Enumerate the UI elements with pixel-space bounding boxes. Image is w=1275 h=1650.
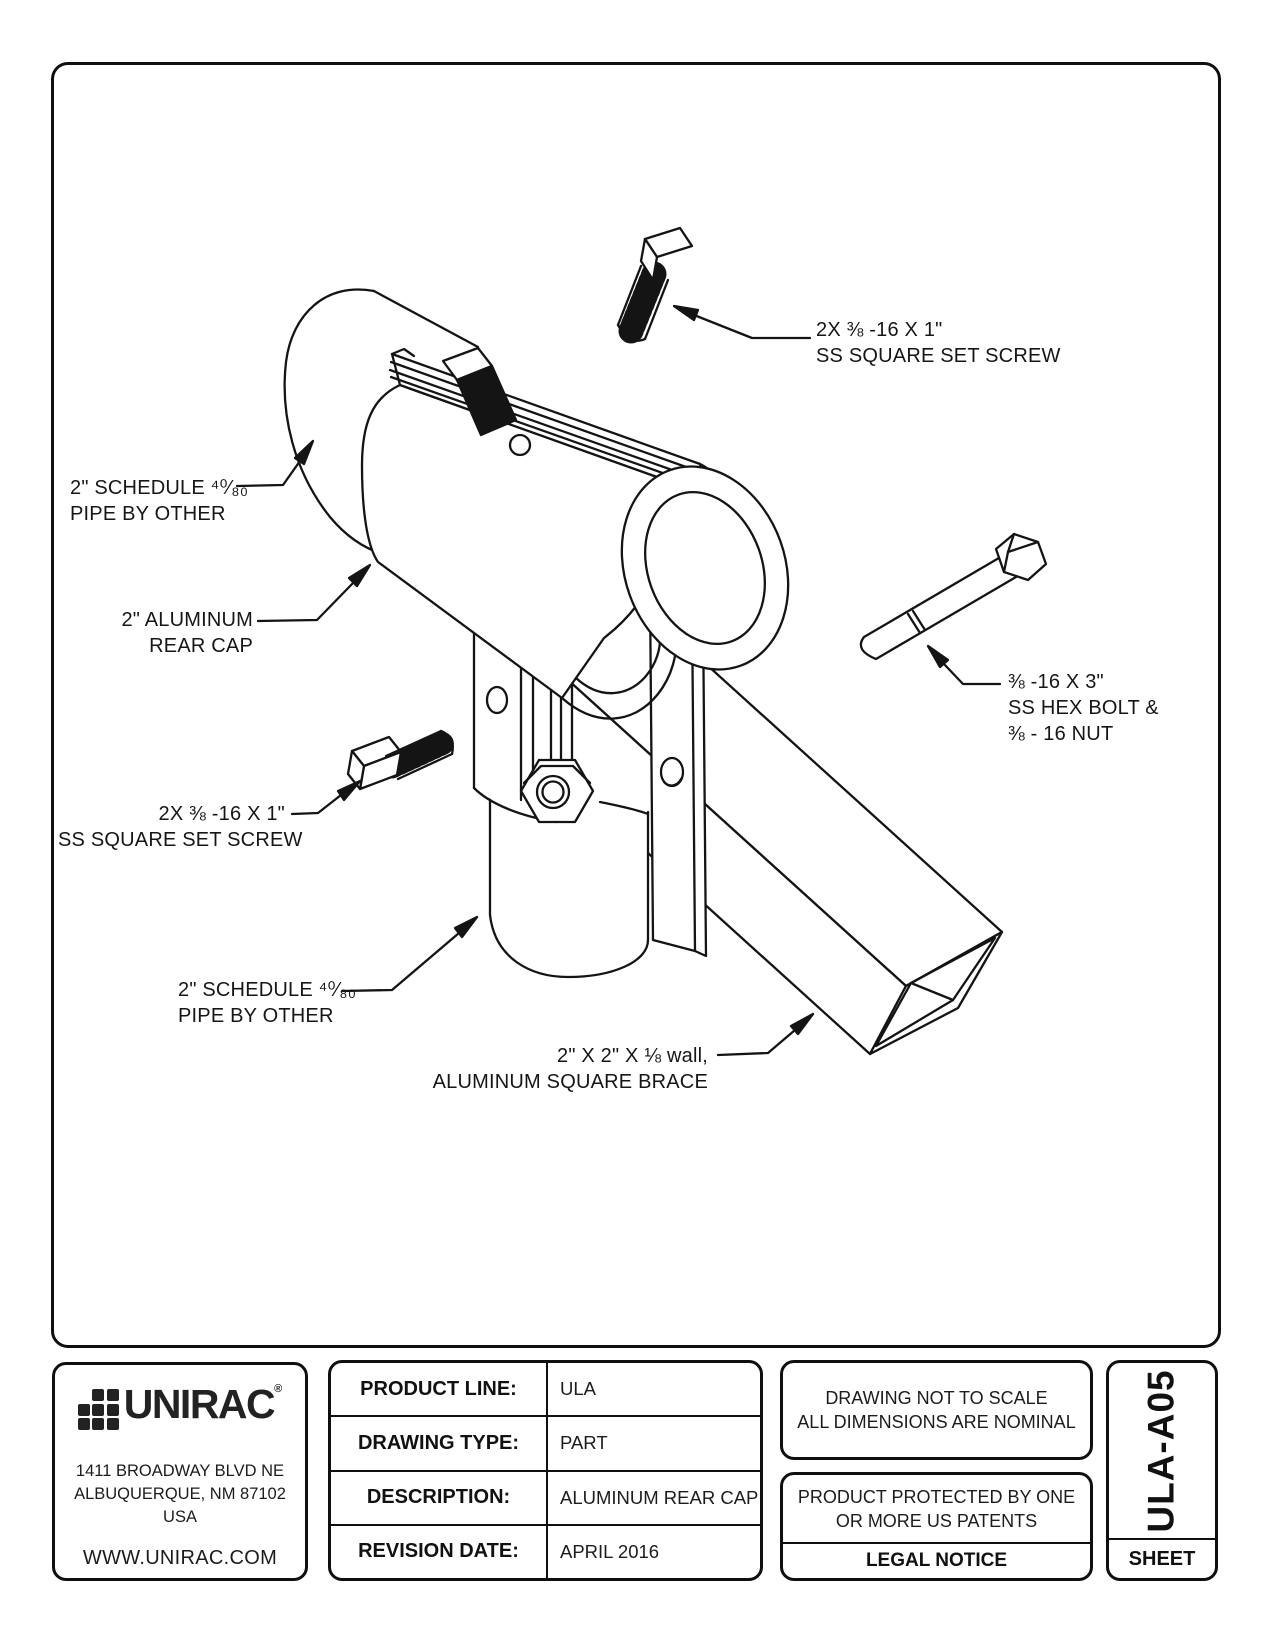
scale-notice-box [780,1360,1093,1460]
callout-line: SS SQUARE SET SCREW [58,829,303,851]
callout-pipe-upper [70,475,248,527]
set-screw-top-part [618,228,692,341]
patent-notice-box [780,1472,1093,1581]
field-label: DRAWING TYPE: [331,1417,548,1469]
notice-line: OR MORE US PATENTS [835,1510,1038,1531]
notice-line: DRAWING NOT TO SCALE [825,1388,1048,1408]
field-value: ULA [560,1378,596,1400]
callout-rear-cap [90,607,253,659]
callout-set-screw-left [58,801,303,853]
field-value: APRIL 2016 [560,1540,660,1562]
company-name: UNIRAC [123,1381,275,1427]
sheet-code-area [1109,1363,1215,1538]
set-screw-left-part [348,731,453,789]
address-line: ALBUQUERQUE, NM 87102 USA [74,1485,286,1526]
field-label: DESCRIPTION: [331,1472,548,1524]
table-row [331,1417,760,1471]
legal-notice-link[interactable]: LEGAL NOTICE [783,1542,1090,1578]
unirac-logo-mark-icon [78,1389,119,1430]
field-value: ALUMINUM REAR CAP [560,1486,759,1508]
callout-square-brace [420,1043,708,1095]
company-website: WWW.UNIRAC.COM [82,1547,278,1569]
callout-line: 2" X 2" X ⅛ wall, [557,1045,708,1067]
callout-line: ⅜ - 16 NUT [1008,723,1114,745]
callout-line: 2X ⅜ -16 X 1" [816,319,943,341]
notice-line: PRODUCT PROTECTED BY ONE [797,1486,1076,1507]
company-address [55,1460,305,1529]
table-row [331,1526,760,1578]
sheet-label: SHEET [1109,1538,1215,1578]
address-line: 1411 BROADWAY BLVD NE [75,1462,285,1480]
callout-pipe-lower [178,977,356,1029]
table-row [331,1472,760,1526]
sheet-code: ULA-A05 [1141,1368,1182,1533]
callout-line: REAR CAP [149,635,253,657]
field-label: PRODUCT LINE: [331,1363,548,1415]
company-box [52,1362,308,1581]
registered-mark: ® [274,1383,283,1395]
unirac-logo [78,1381,283,1430]
notice-line: ALL DIMENSIONS ARE NOMINAL [797,1412,1076,1432]
callout-line: 2" SCHEDULE ⁴⁰⁄₈₀ [70,477,249,499]
field-label: REVISION DATE: [331,1526,548,1578]
callout-line: PIPE BY OTHER [70,503,226,525]
callout-line: 2" ALUMINUM [121,609,253,631]
field-value: PART [560,1432,608,1454]
callout-line: PIPE BY OTHER [178,1005,334,1027]
drawing-info-table [328,1360,763,1581]
callout-set-screw-top [816,317,1061,369]
table-row [331,1363,760,1417]
callout-hex-bolt [1008,669,1159,747]
callout-line: SS HEX BOLT & [1008,697,1159,719]
callout-line: ⅜ -16 X 3" [1008,671,1104,693]
callout-line: 2" SCHEDULE ⁴⁰⁄₈₀ [178,979,357,1001]
patent-notice [783,1475,1090,1542]
scale-notice [797,1386,1075,1434]
callout-line: SS SQUARE SET SCREW [816,345,1061,367]
hex-bolt-part [861,534,1046,659]
callout-line: 2X ⅜ -16 X 1" [158,803,285,825]
callout-line: ALUMINUM SQUARE BRACE [432,1071,708,1093]
sheet-box [1106,1360,1218,1581]
